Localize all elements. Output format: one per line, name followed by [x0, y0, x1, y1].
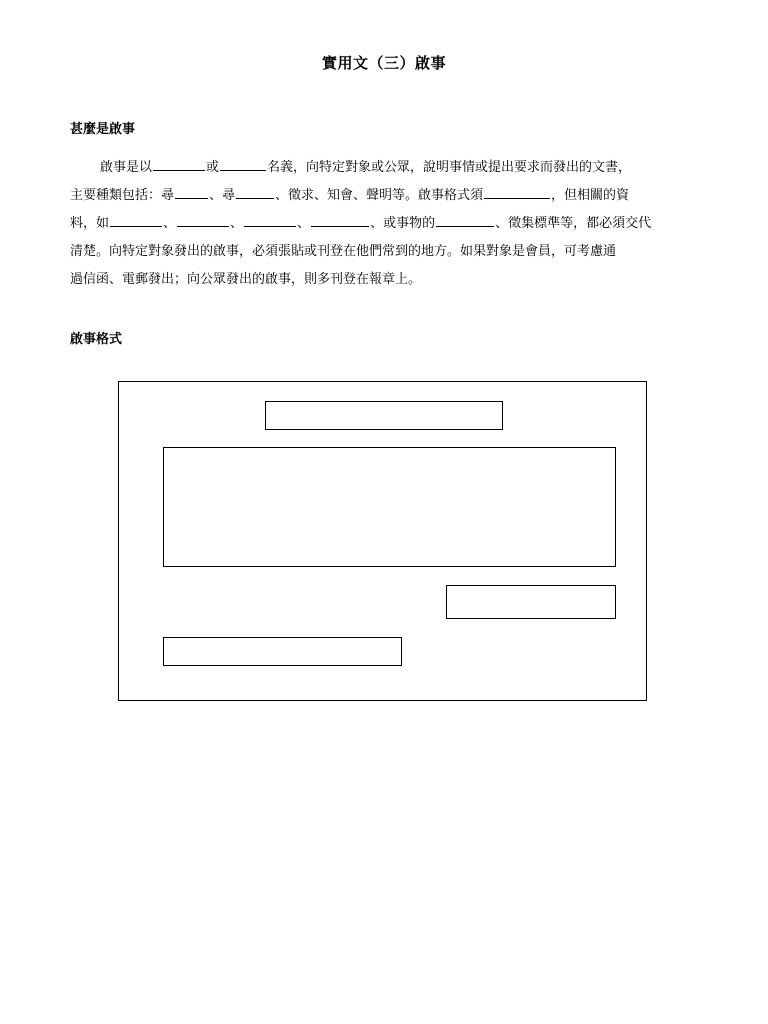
paragraph-line: [70, 266, 696, 294]
section-heading-notice-format: 啟事格式: [70, 332, 123, 347]
text-run: 清楚。向特定對象發出的啟事，必須張貼或刊登在他們常到的地方。如果對象是會員，可考慮通: [70, 244, 617, 259]
paragraph-line: [70, 238, 696, 266]
text-run: 、尋: [209, 188, 236, 203]
text-run: ，但相關的資: [551, 188, 630, 203]
text-run: 、徵求、知會、聲明等。啟事格式須: [275, 188, 484, 203]
section-heading-what-is-notice: 甚麼是啟事: [70, 122, 136, 137]
paragraph-line: [70, 182, 696, 210]
text-run: 啟事是以: [100, 160, 153, 175]
date-box[interactable]: [163, 637, 402, 666]
text-run: 主要種類包括：尋: [70, 188, 175, 203]
fill-in-blank[interactable]: [436, 212, 494, 227]
fill-in-blank[interactable]: [236, 184, 274, 199]
intro-paragraph: [70, 154, 696, 294]
notice-format-diagram: [118, 381, 647, 701]
body-box[interactable]: [163, 447, 616, 567]
text-run: 名義，向特定對象或公眾，說明事情或提出要求而發出的文書，: [267, 160, 632, 175]
text-run: 、: [297, 216, 311, 231]
text-run: 過信函、電郵發出；向公眾發出的啟事，則多刊登在報章上。: [70, 272, 422, 287]
text-run: 、徵集標準等，都必須交代: [495, 216, 652, 231]
fill-in-blank[interactable]: [153, 156, 205, 171]
fill-in-blank[interactable]: [110, 212, 162, 227]
paragraph-line: [70, 210, 696, 238]
signature-box[interactable]: [446, 585, 616, 619]
text-run: 、或事物的: [370, 216, 436, 231]
text-run: 、: [230, 216, 244, 231]
fill-in-blank[interactable]: [220, 156, 266, 171]
fill-in-blank[interactable]: [484, 184, 550, 199]
text-run: 料，如: [70, 216, 110, 231]
paragraph-line: [70, 154, 696, 182]
title-box[interactable]: [265, 401, 503, 430]
text-run: 或: [206, 160, 220, 175]
text-run: 、: [163, 216, 177, 231]
page-title: 實用文（三）啟事: [321, 54, 446, 72]
fill-in-blank[interactable]: [244, 212, 296, 227]
fill-in-blank[interactable]: [175, 184, 208, 199]
fill-in-blank[interactable]: [311, 212, 369, 227]
fill-in-blank[interactable]: [177, 212, 229, 227]
